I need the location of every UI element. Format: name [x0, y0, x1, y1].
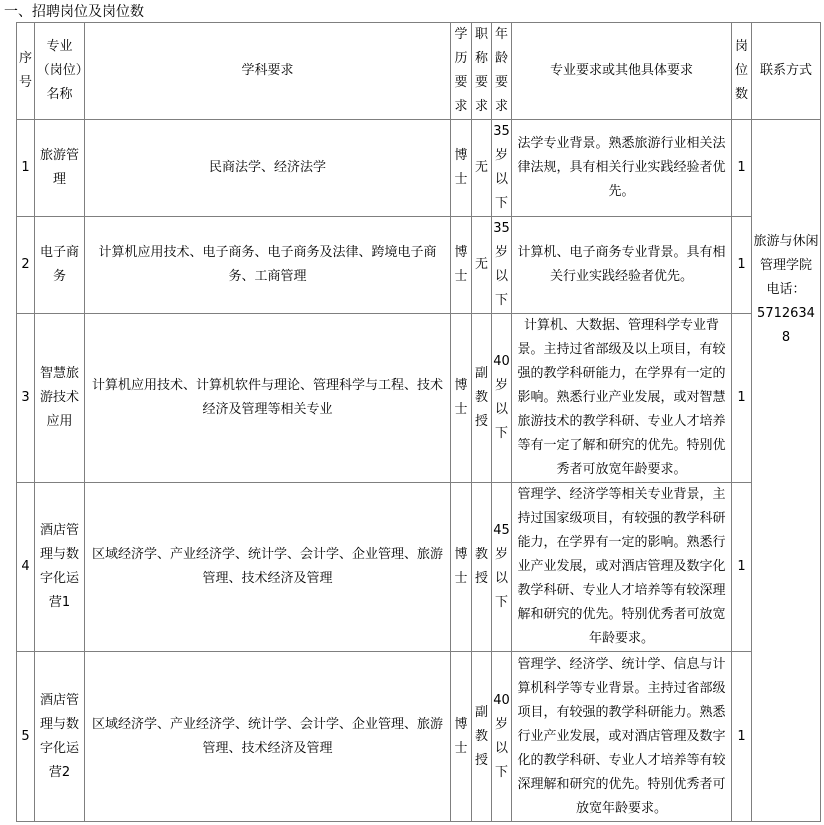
table-row [17, 652, 821, 822]
cell-major: 旅游管理 [35, 120, 85, 217]
cell-degree: 博士 [451, 483, 472, 652]
cell-degree: 博士 [451, 120, 472, 217]
cell-major: 酒店管理与数字化运营2 [35, 652, 85, 822]
cell-requirements: 计算机、电子商务专业背景。具有相关行业实践经验者优先。 [512, 217, 732, 314]
cell-requirements: 管理学、经济学、统计学、信息与计算机科学等专业背景。主持过省部级项目，有较强的教学科研能力。熟悉行业产业发展，或对酒店管理及数字化的教学科研、专业人才培养等有较深理解和研究的优先。特别优秀者可放宽年龄要求。 [512, 652, 732, 822]
cell-index: 3 [17, 314, 35, 483]
col-header-major: 专业（岗位）名称 [35, 23, 85, 120]
contact-cell [752, 120, 821, 822]
cell-requirements: 管理学、经济学等相关专业背景，主持过国家级项目，有较强的教学科研能力，在学界有一定的影响。熟悉行业产业发展，或对酒店管理及数字化教学科研、专业人才培养等有较深理解和研究的优先。特别优秀者可放宽年龄要求。 [512, 483, 732, 652]
cell-positions: 1 [732, 652, 752, 822]
contact-phone: 57126348 [757, 306, 815, 345]
contact-dept: 旅游与休闲管理学院 [753, 234, 819, 273]
cell-title: 副教授 [472, 314, 492, 483]
cell-requirements: 法学专业背景。熟悉旅游行业相关法律法规，具有相关行业实践经验者优先。 [512, 120, 732, 217]
cell-discipline: 区域经济学、产业经济学、统计学、会计学、企业管理、旅游管理、技术经济及管理 [85, 483, 451, 652]
cell-age: 45岁以下 [492, 483, 512, 652]
table-row [17, 483, 821, 652]
cell-age: 40岁以下 [492, 314, 512, 483]
contact-phone-label: 电话： [766, 282, 806, 297]
table-row [17, 120, 821, 217]
cell-discipline: 区域经济学、产业经济学、统计学、会计学、企业管理、旅游管理、技术经济及管理 [85, 652, 451, 822]
cell-index: 4 [17, 483, 35, 652]
cell-requirements: 计算机、大数据、管理科学专业背景。主持过省部级及以上项目，有较强的教学科研能力，在学界有一定的影响。熟悉行业产业发展，或对智慧旅游技术的教学科研、专业人才培养等有一定了解和研究的优先。特别优秀者可放宽年龄要求。 [512, 314, 732, 483]
col-header-index: 序号 [17, 23, 35, 120]
cell-index: 5 [17, 652, 35, 822]
cell-discipline: 计算机应用技术、电子商务、电子商务及法律、跨境电子商务、工商管理 [85, 217, 451, 314]
cell-index: 1 [17, 120, 35, 217]
col-header-degree: 学历要求 [451, 23, 472, 120]
header-row [17, 23, 821, 120]
col-header-requirements: 专业要求或其他具体要求 [512, 23, 732, 120]
recruitment-table [16, 22, 821, 822]
col-header-age: 年龄要求 [492, 23, 512, 120]
col-header-contact: 联系方式 [752, 23, 821, 120]
cell-age: 35岁以下 [492, 217, 512, 314]
cell-major: 酒店管理与数字化运营1 [35, 483, 85, 652]
col-header-positions: 岗位数 [732, 23, 752, 120]
cell-title: 无 [472, 217, 492, 314]
cell-positions: 1 [732, 217, 752, 314]
col-header-discipline: 学科要求 [85, 23, 451, 120]
cell-major: 电子商务 [35, 217, 85, 314]
col-header-title: 职称要求 [472, 23, 492, 120]
cell-degree: 博士 [451, 217, 472, 314]
section-heading: 一、招聘岗位及岗位数 [4, 4, 144, 20]
cell-title: 无 [472, 120, 492, 217]
cell-degree: 博士 [451, 314, 472, 483]
cell-positions: 1 [732, 314, 752, 483]
table-row [17, 314, 821, 483]
cell-positions: 1 [732, 483, 752, 652]
cell-title: 教授 [472, 483, 492, 652]
table-row [17, 217, 821, 314]
cell-degree: 博士 [451, 652, 472, 822]
cell-title: 副教授 [472, 652, 492, 822]
cell-age: 35岁以下 [492, 120, 512, 217]
cell-positions: 1 [732, 120, 752, 217]
cell-discipline: 民商法学、经济法学 [85, 120, 451, 217]
cell-major: 智慧旅游技术应用 [35, 314, 85, 483]
cell-discipline: 计算机应用技术、计算机软件与理论、管理科学与工程、技术经济及管理等相关专业 [85, 314, 451, 483]
cell-age: 40岁以下 [492, 652, 512, 822]
cell-index: 2 [17, 217, 35, 314]
